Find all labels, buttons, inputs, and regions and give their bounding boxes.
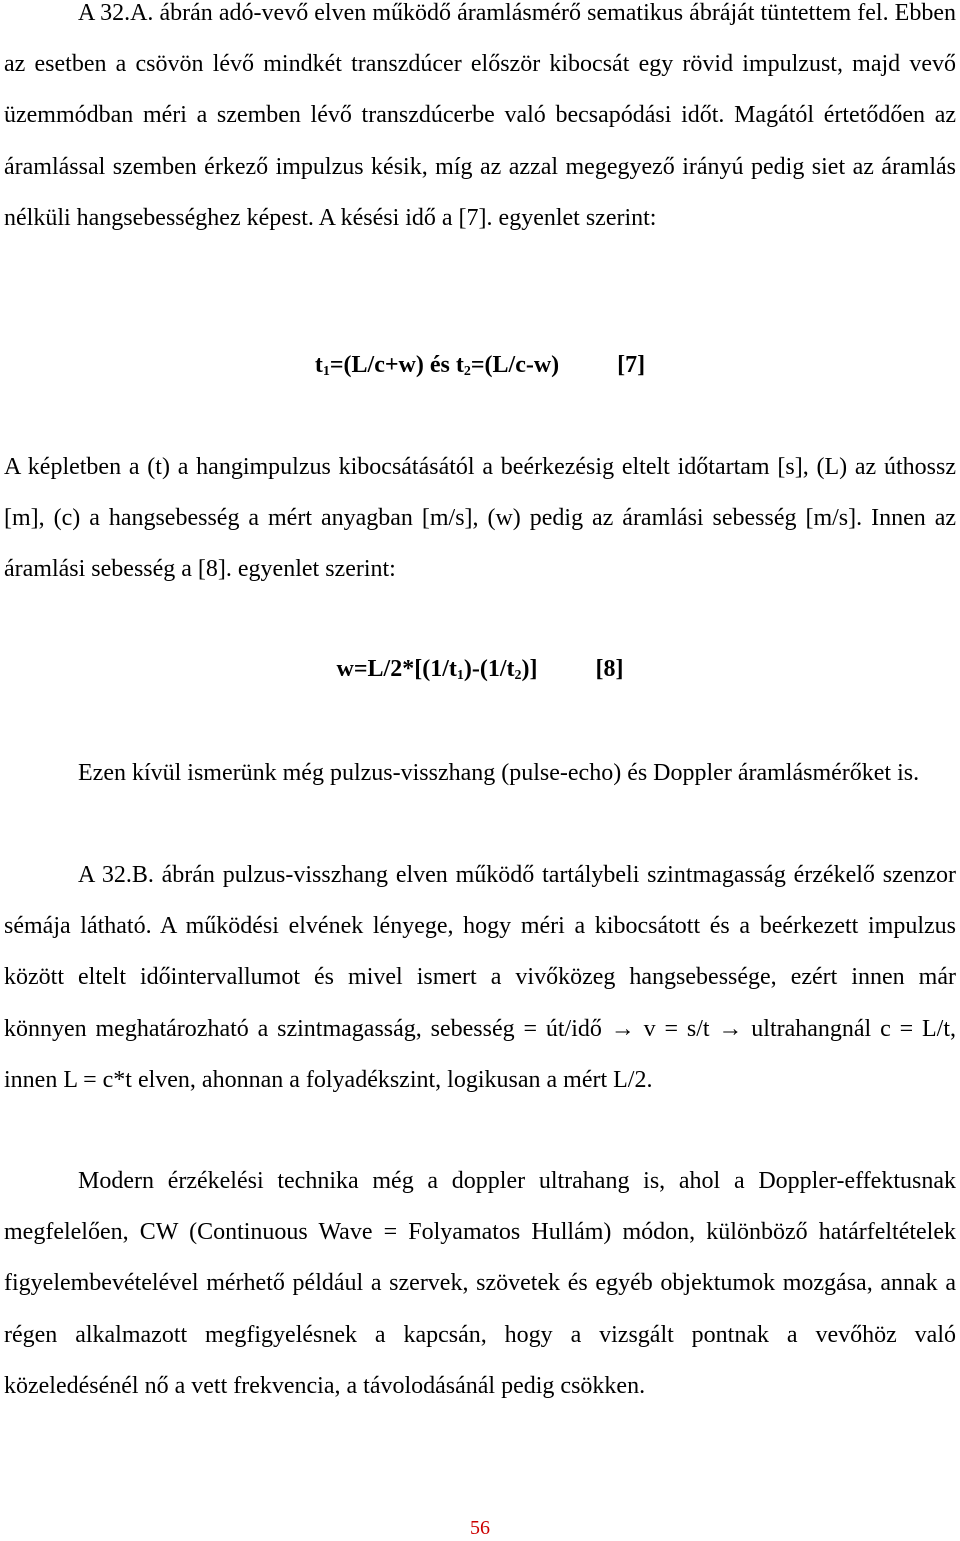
equation-8-part2: )-(1/t: [463, 656, 515, 682]
equation-7-part1: =(L/c+w) és t: [329, 352, 464, 378]
equation-8: [0, 656, 960, 683]
equation-8-part3: )]: [521, 656, 538, 682]
paragraph-other-flowmeters: Ezen kívül ismerünk még pulzus-visszhang (pulse-echo) és Doppler áramlásmérőket is.: [78, 760, 920, 786]
equation-7-subscript-2: 2: [463, 364, 471, 379]
equation-7-part2: =(L/c-w): [470, 352, 560, 378]
paragraph-formula-explanation: A képletben a (t) a hangimpulzus kibocsátásától a beérkezésig eltelt időtartam [s], (L) az úthossz [m], (c) a hangsebesség a mért anyagban [m/s], (w) pedig az áramlási sebesség [m/s]. Innen az áramlási sebesség a [8]. egyenlet szerint:: [4, 454, 956, 583]
paragraph-doppler-ultrasound: Modern érzékelési technika még a doppler ultrahang is, ahol a Doppler-effektusnak megfelelően, CW (Continuous Wave = Folyamatos Hullám) módon, különböző határfeltételek figyelembevételével mérhető például a szervek, szövetek és egyéb objektumok mozgása, annak a régen alkalmazott megfigyelésnek a kapcsán, hogy a vizsgált pontnak a vevőhöz való közeledésénél nő a vett frekvencia, a távolodásánál pedig csökken.: [4, 1168, 956, 1399]
equation-8-reference: [8]: [595, 656, 624, 682]
page-number: 56: [470, 1517, 490, 1539]
equation-8-subscript-1: 1: [456, 668, 464, 683]
equation-8-part1: w=L/2*[(1/t: [336, 656, 457, 682]
equation-7-subscript-1: 1: [322, 364, 330, 379]
equation-7-reference: [7]: [617, 352, 646, 378]
paragraph-flowmeter-intro: A 32.A. ábrán adó-vevő elven működő áramlásmérő sematikus ábráját tüntettem fel. Ebben az esetben a csövön lévő mindkét transzdúcer először kibocsát egy rövid impulzust, majd vevő üzemmódban méri a szemben lévő transzdúcerbe való becsapódási időt. Magától értetődően az áramlással szemben érkező impulzus késik, míg az azzal megegyező irányú pedig siet az áramlás nélküli hangsebességhez képest. A késési idő a [7]. egyenlet szerint:: [4, 0, 956, 231]
paragraph-pulse-echo-level-sensor: A 32.B. ábrán pulzus-visszhang elven működő tartálybeli szintmagasság érzékelő szenzor sémája látható. A működési elvének lényege, hogy méri a kibocsátott és a beérkezett impulzus között eltelt időintervallumot és mivel ismert a vivőközeg hangsebessége, ezért innen már könnyen meghatározható a szintmagasság, sebesség = út/idő → v = s/t → ultrahangnál c = L/t, innen L = c*t elven, ahonnan a folyadékszint, logikusan a mért L/2.: [4, 862, 956, 1093]
equation-7: [0, 352, 960, 379]
equation-8-subscript-2: 2: [514, 668, 522, 683]
equation-7-t1: t: [314, 352, 323, 378]
